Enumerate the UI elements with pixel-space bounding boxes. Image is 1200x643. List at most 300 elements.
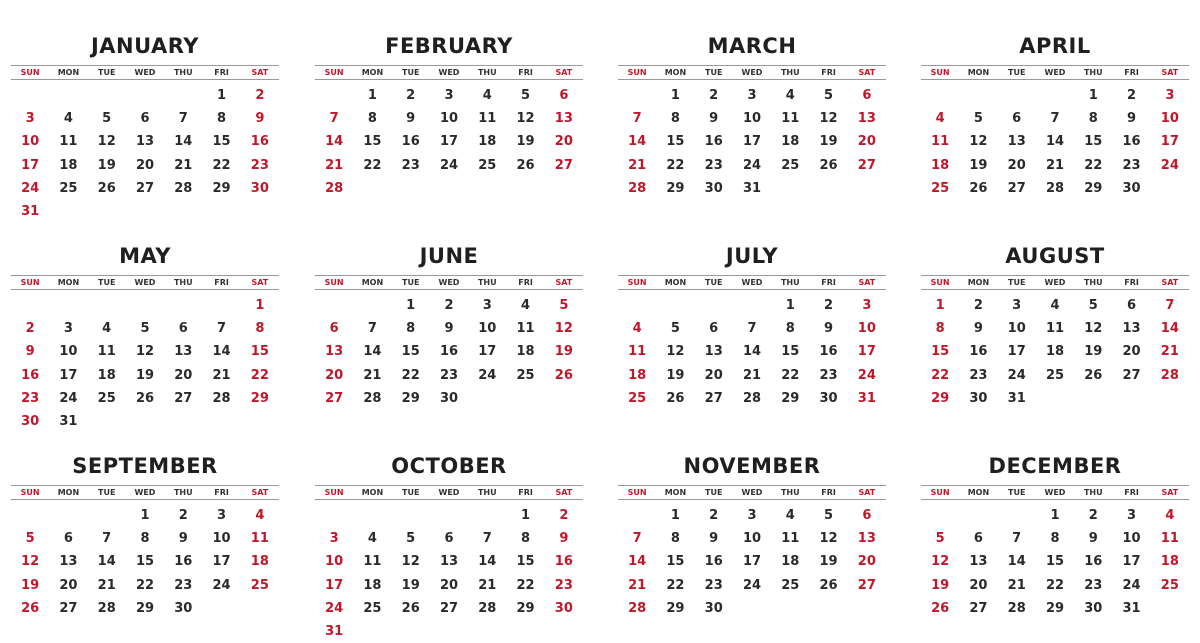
day-cell: 22 [363, 157, 382, 173]
day-cell: 22 [401, 367, 420, 383]
weekday-label: SUN [930, 278, 950, 287]
week-row [618, 294, 886, 317]
month-july [618, 243, 886, 410]
day-cell: 22 [781, 367, 800, 383]
day-cell: 19 [21, 577, 40, 593]
week-row [921, 597, 1189, 620]
day-cell: 11 [628, 344, 647, 360]
day-cell: 11 [478, 111, 497, 127]
day-cell: 6 [862, 88, 872, 103]
day-cell: 21 [1045, 157, 1065, 173]
day-cell: 29 [931, 390, 950, 406]
empty-day-cell [506, 387, 544, 410]
weekday-header [11, 486, 279, 499]
weekday-label: TUE [97, 68, 116, 77]
day-cell: 3 [1127, 508, 1137, 523]
day-cell: 13 [174, 344, 193, 360]
weekday-header [315, 66, 583, 79]
day-cell: 28 [325, 180, 344, 196]
weekday-label: THU [780, 68, 800, 77]
day-cell: 17 [857, 344, 876, 360]
day-cell: 3 [25, 111, 35, 127]
weekday-label: FRI [214, 68, 229, 77]
day-cell: 15 [401, 344, 420, 360]
day-grid [921, 80, 1189, 200]
weekday-label: SAT [858, 68, 876, 77]
weekday-label: SAT [858, 488, 876, 497]
day-cell: 12 [819, 531, 838, 547]
day-cell: 1 [1050, 508, 1060, 523]
month-title: SEPTEMBER [72, 454, 218, 478]
day-cell: 1 [670, 88, 680, 103]
day-cell: 25 [516, 367, 535, 383]
day-cell: 4 [521, 298, 531, 313]
weekday-label: WED [741, 278, 763, 287]
day-cell: 20 [1122, 344, 1141, 360]
day-cell: 19 [819, 554, 838, 570]
day-cell: 27 [554, 157, 573, 173]
day-cell: 18 [250, 554, 269, 570]
day-cell: 13 [1007, 134, 1026, 150]
empty-day-cell [202, 597, 240, 620]
empty-day-cell [49, 84, 87, 107]
weekday-header [11, 276, 279, 289]
empty-day-cell [809, 597, 847, 620]
week-row [11, 317, 279, 340]
empty-day-cell [618, 294, 656, 317]
weekday-label: SUN [627, 488, 647, 497]
day-cell: 3 [747, 88, 757, 103]
weekday-header [921, 66, 1189, 79]
empty-day-cell [241, 410, 279, 433]
day-cell: 1 [521, 508, 531, 523]
day-cell: 28 [363, 390, 382, 406]
week-row [315, 177, 583, 200]
day-cell: 19 [97, 157, 116, 173]
day-cell: 21 [742, 367, 762, 383]
day-cell: 5 [102, 111, 112, 127]
day-cell: 31 [1007, 390, 1026, 406]
month-september [11, 453, 279, 620]
weekday-header [618, 276, 886, 289]
empty-day-cell [49, 294, 87, 317]
day-cell: 8 [367, 111, 377, 127]
week-row [11, 410, 279, 433]
day-cell: 15 [212, 134, 231, 150]
weekday-label: THU [477, 278, 497, 287]
day-cell: 5 [140, 321, 150, 337]
day-cell: 29 [1084, 180, 1103, 196]
day-cell: 5 [824, 508, 834, 523]
week-row [11, 504, 279, 527]
week-row [921, 504, 1189, 527]
day-grid [618, 500, 886, 620]
day-cell: 14 [212, 344, 231, 360]
day-cell: 18 [59, 157, 78, 173]
empty-day-cell [545, 620, 583, 643]
day-cell: 9 [178, 531, 188, 547]
day-cell: 22 [516, 577, 535, 593]
weekday-label: WED [438, 278, 460, 287]
day-grid [11, 80, 279, 223]
day-cell: 15 [516, 554, 535, 570]
weekday-label: WED [438, 68, 460, 77]
empty-day-cell [506, 177, 544, 200]
day-cell: 16 [1084, 554, 1103, 570]
week-row [921, 294, 1189, 317]
weekday-label: SAT [555, 68, 573, 77]
weekday-label: WED [1044, 278, 1066, 287]
weekday-label: TUE [97, 278, 116, 287]
weekday-label: MON [664, 68, 687, 77]
month-title: FEBRUARY [385, 34, 513, 58]
weekday-label: FRI [1124, 68, 1139, 77]
day-cell: 30 [439, 390, 459, 406]
day-cell: 23 [969, 367, 988, 383]
empty-day-cell [921, 504, 959, 527]
day-cell: 10 [1007, 321, 1026, 337]
day-cell: 2 [1127, 88, 1137, 103]
day-cell: 11 [1160, 531, 1179, 547]
empty-day-cell [695, 294, 733, 317]
day-cell: 24 [212, 577, 231, 593]
day-cell: 30 [819, 390, 838, 406]
empty-day-cell [126, 410, 164, 433]
day-cell: 15 [666, 134, 685, 150]
day-cell: 15 [781, 344, 800, 360]
day-cell: 23 [401, 157, 420, 173]
week-row [315, 294, 583, 317]
day-cell: 7 [217, 321, 227, 337]
day-cell: 9 [709, 111, 719, 127]
day-cell: 3 [444, 88, 454, 103]
day-cell: 2 [406, 88, 416, 103]
day-cell: 25 [1045, 367, 1065, 383]
empty-day-cell [733, 294, 771, 317]
day-cell: 5 [973, 111, 983, 127]
day-cell: 25 [97, 390, 116, 406]
day-cell: 6 [973, 531, 983, 547]
day-cell: 28 [628, 180, 647, 196]
weekday-label: SUN [930, 488, 950, 497]
weekday-label: THU [477, 68, 497, 77]
empty-day-cell [430, 177, 468, 200]
day-cell: 12 [21, 554, 40, 570]
weekday-label: FRI [518, 68, 533, 77]
day-cell: 21 [174, 157, 193, 173]
day-cell: 27 [135, 180, 155, 196]
day-cell: 14 [478, 554, 497, 570]
day-cell: 26 [554, 367, 573, 383]
day-cell: 2 [709, 88, 719, 103]
week-row [315, 527, 583, 550]
weekday-label: SUN [324, 488, 344, 497]
week-row [618, 107, 886, 130]
week-row [11, 154, 279, 177]
day-cell: 8 [785, 321, 795, 337]
day-cell: 19 [401, 577, 420, 593]
day-cell: 2 [1088, 508, 1098, 523]
day-grid [315, 500, 583, 643]
day-grid [11, 500, 279, 620]
weekday-label: THU [1083, 488, 1103, 497]
week-row [618, 387, 886, 410]
empty-day-cell [1112, 387, 1150, 410]
week-row [11, 130, 279, 153]
day-cell: 29 [666, 600, 685, 616]
day-cell: 5 [559, 298, 569, 313]
empty-day-cell [848, 597, 886, 620]
day-cell: 6 [862, 508, 872, 523]
day-cell: 4 [63, 111, 73, 127]
empty-day-cell [1036, 84, 1074, 107]
empty-day-cell [959, 84, 997, 107]
weekday-label: FRI [1124, 278, 1139, 287]
day-cell: 4 [482, 88, 492, 103]
day-cell: 26 [819, 157, 838, 173]
weekday-label: TUE [401, 488, 420, 497]
weekday-label: MON [57, 68, 80, 77]
day-cell: 7 [747, 321, 757, 337]
week-row [921, 107, 1189, 130]
empty-day-cell [88, 410, 126, 433]
day-cell: 29 [135, 600, 155, 616]
weekday-label: TUE [704, 488, 723, 497]
day-cell: 28 [212, 390, 231, 406]
week-row [921, 574, 1189, 597]
week-row [11, 340, 279, 363]
day-cell: 31 [59, 413, 78, 429]
weekday-label: FRI [214, 278, 229, 287]
day-cell: 28 [478, 600, 497, 616]
day-cell: 30 [1084, 600, 1103, 616]
day-cell: 16 [1122, 134, 1141, 150]
day-cell: 20 [704, 367, 723, 383]
empty-day-cell [126, 200, 164, 223]
day-cell: 14 [174, 134, 193, 150]
day-cell: 14 [1160, 321, 1179, 337]
day-cell: 16 [704, 554, 723, 570]
month-title: APRIL [1019, 34, 1091, 58]
weekday-label: FRI [821, 488, 836, 497]
empty-day-cell [430, 504, 468, 527]
week-row [315, 154, 583, 177]
day-cell: 20 [174, 367, 193, 383]
day-cell: 18 [97, 367, 116, 383]
day-cell: 20 [135, 157, 155, 173]
day-cell: 6 [709, 321, 719, 337]
weekday-label: SUN [324, 68, 344, 77]
day-cell: 15 [1084, 134, 1103, 150]
week-row [618, 504, 886, 527]
day-cell: 2 [559, 508, 569, 523]
day-grid [618, 80, 886, 200]
day-cell: 10 [1160, 111, 1179, 127]
week-row [618, 130, 886, 153]
weekday-header [921, 276, 1189, 289]
day-cell: 16 [401, 134, 420, 150]
month-february [315, 33, 583, 200]
week-row [921, 130, 1189, 153]
week-row [618, 317, 886, 340]
empty-day-cell [1074, 387, 1112, 410]
day-cell: 29 [250, 390, 269, 406]
day-cell: 31 [857, 390, 876, 406]
day-cell: 1 [1088, 88, 1098, 103]
day-cell: 22 [1084, 157, 1103, 173]
weekday-label: MON [664, 488, 687, 497]
day-cell: 26 [819, 577, 838, 593]
day-cell: 31 [742, 180, 762, 196]
day-cell: 17 [59, 367, 78, 383]
month-title: JUNE [419, 244, 479, 268]
empty-day-cell [468, 504, 506, 527]
day-cell: 22 [212, 157, 231, 173]
weekday-label: SUN [627, 68, 647, 77]
day-cell: 24 [439, 157, 459, 173]
day-cell: 15 [1045, 554, 1065, 570]
weekday-label: MON [967, 488, 990, 497]
week-row [11, 387, 279, 410]
day-cell: 9 [824, 321, 834, 337]
day-cell: 23 [554, 577, 573, 593]
empty-day-cell [1151, 177, 1189, 200]
empty-day-cell [315, 504, 353, 527]
day-cell: 13 [969, 554, 988, 570]
day-cell: 5 [406, 531, 416, 547]
week-row [315, 340, 583, 363]
month-title: JULY [725, 244, 779, 268]
day-cell: 21 [478, 577, 497, 593]
weekday-label: SAT [1161, 68, 1179, 77]
day-cell: 24 [21, 180, 40, 196]
week-row [921, 364, 1189, 387]
week-row [315, 620, 583, 643]
day-cell: 5 [521, 88, 531, 103]
month-title: DECEMBER [988, 454, 1122, 478]
month-may [11, 243, 279, 433]
week-row [921, 550, 1189, 573]
day-cell: 20 [554, 134, 573, 150]
day-cell: 30 [704, 600, 723, 616]
weekday-label: THU [173, 68, 193, 77]
day-cell: 7 [367, 321, 377, 337]
day-cell: 18 [478, 134, 497, 150]
day-cell: 15 [363, 134, 382, 150]
day-cell: 7 [178, 111, 188, 127]
day-cell: 24 [1122, 577, 1141, 593]
week-row [11, 527, 279, 550]
weekday-label: FRI [821, 278, 836, 287]
day-cell: 24 [59, 390, 78, 406]
day-cell: 16 [554, 554, 573, 570]
day-cell: 27 [1007, 180, 1026, 196]
month-title: MAY [119, 244, 171, 268]
empty-day-cell [771, 177, 809, 200]
day-cell: 16 [439, 344, 459, 360]
day-cell: 22 [666, 157, 685, 173]
day-cell: 11 [250, 531, 269, 547]
weekday-label: FRI [518, 278, 533, 287]
day-cell: 16 [969, 344, 988, 360]
day-cell: 6 [1012, 111, 1022, 127]
day-cell: 9 [709, 531, 719, 547]
week-row [315, 130, 583, 153]
empty-day-cell [241, 597, 279, 620]
empty-day-cell [545, 387, 583, 410]
weekday-label: TUE [401, 68, 420, 77]
day-cell: 29 [1045, 600, 1065, 616]
day-cell: 26 [666, 390, 685, 406]
month-october [315, 453, 583, 643]
weekday-header [315, 276, 583, 289]
day-cell: 12 [97, 134, 116, 150]
empty-day-cell [241, 200, 279, 223]
day-cell: 12 [401, 554, 420, 570]
day-cell: 30 [554, 600, 573, 616]
day-cell: 10 [325, 554, 344, 570]
day-cell: 23 [21, 390, 40, 406]
month-title: AUGUST [1005, 244, 1105, 268]
weekday-label: TUE [704, 278, 723, 287]
empty-day-cell [11, 84, 49, 107]
week-row [315, 317, 583, 340]
day-cell: 10 [21, 134, 40, 150]
day-cell: 8 [255, 321, 265, 337]
day-cell: 7 [482, 531, 492, 547]
day-cell: 5 [25, 531, 35, 547]
day-cell: 4 [102, 321, 112, 337]
day-cell: 6 [559, 88, 569, 103]
day-cell: 28 [628, 600, 647, 616]
empty-day-cell [353, 177, 391, 200]
day-cell: 3 [1165, 88, 1175, 103]
day-cell: 29 [781, 390, 800, 406]
day-cell: 13 [135, 134, 155, 150]
day-cell: 5 [670, 321, 680, 337]
day-cell: 21 [363, 367, 382, 383]
weekday-label: WED [741, 488, 763, 497]
empty-day-cell [88, 200, 126, 223]
day-cell: 4 [1050, 298, 1060, 313]
day-cell: 6 [444, 531, 454, 547]
day-cell: 12 [969, 134, 988, 150]
day-cell: 14 [742, 344, 762, 360]
day-cell: 13 [59, 554, 78, 570]
day-cell: 16 [174, 554, 193, 570]
weekday-label: SUN [627, 278, 647, 287]
day-cell: 7 [632, 111, 642, 127]
day-cell: 4 [367, 531, 377, 547]
day-cell: 7 [329, 111, 339, 127]
day-cell: 6 [1127, 298, 1137, 313]
empty-day-cell [126, 294, 164, 317]
day-cell: 27 [969, 600, 988, 616]
day-cell: 13 [325, 344, 344, 360]
empty-day-cell [392, 620, 430, 643]
day-cell: 10 [439, 111, 459, 127]
day-cell: 9 [1127, 111, 1137, 127]
day-cell: 9 [25, 344, 35, 360]
weekday-label: SAT [251, 68, 269, 77]
day-cell: 17 [742, 554, 762, 570]
weekday-label: MON [361, 488, 384, 497]
weekday-label: TUE [1007, 68, 1026, 77]
month-august [921, 243, 1189, 410]
day-cell: 21 [97, 577, 116, 593]
day-cell: 21 [1007, 577, 1026, 593]
weekday-label: SAT [555, 488, 573, 497]
